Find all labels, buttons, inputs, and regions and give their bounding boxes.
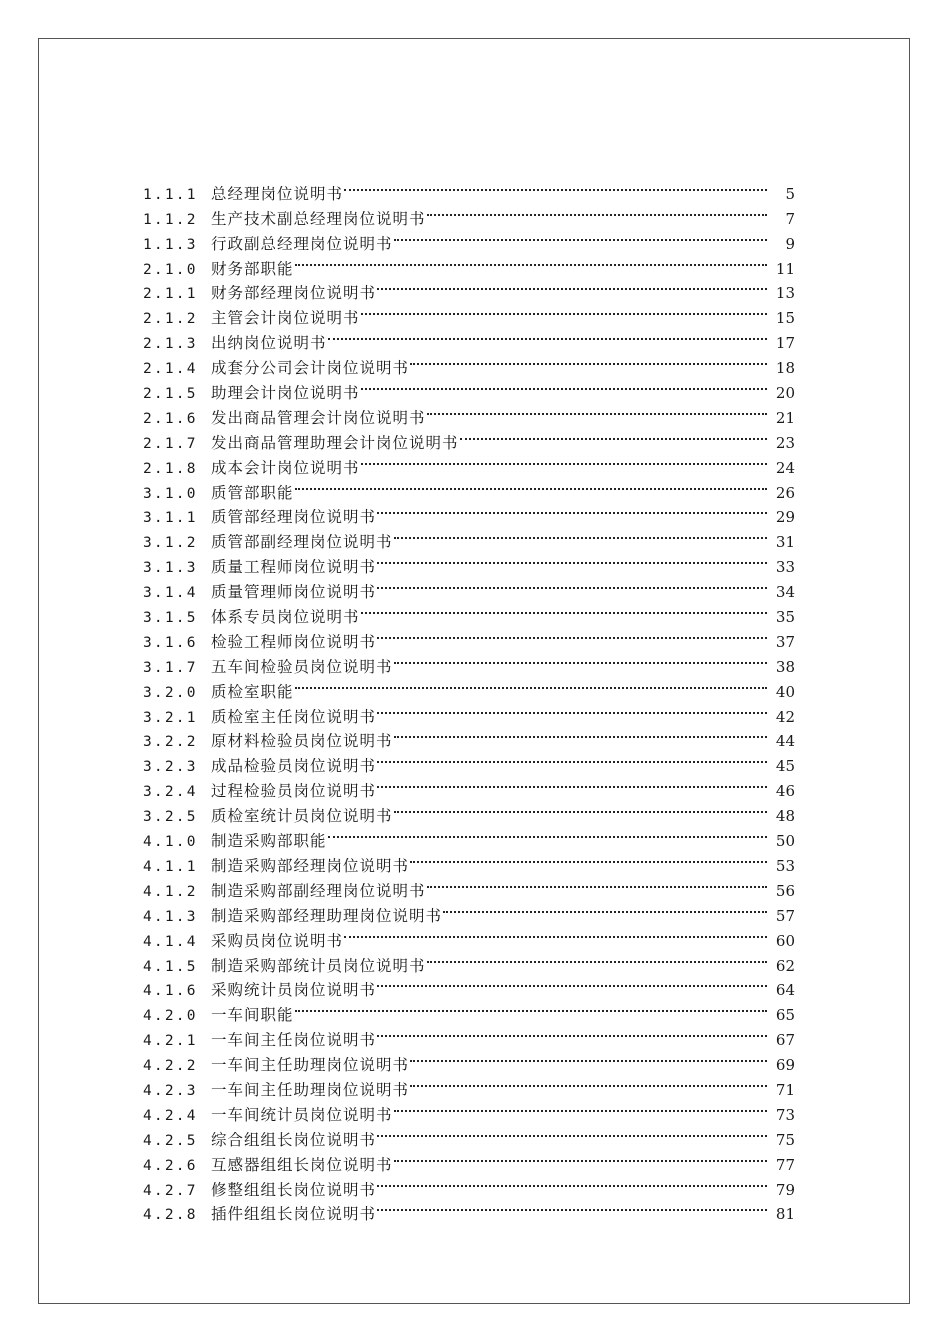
toc-entry-title: 一车间统计员岗位说明书: [211, 1105, 393, 1124]
toc-entry-number: 2.1.4: [143, 361, 198, 378]
toc-entry-title: 质管部副经理岗位说明书: [211, 533, 393, 552]
toc-entry-page-number: 23: [775, 433, 795, 452]
toc-dot-leader: [460, 423, 767, 448]
toc-entry-page-number: 37: [775, 632, 795, 651]
toc-entry-number: 3.1.4: [143, 585, 198, 602]
toc-entry-number: 2.1.6: [143, 410, 198, 427]
toc-entry-number: 3.1.2: [143, 535, 198, 552]
toc-entry-page-number: 79: [775, 1180, 795, 1199]
toc-dot-leader: [427, 946, 767, 971]
toc-entry-page-number: 62: [775, 956, 795, 975]
toc-entry-title: 互感器组组长岗位说明书: [211, 1155, 393, 1174]
toc-entry-title: 体系专员岗位说明书: [211, 608, 360, 627]
toc-entry-number: 2.1.1: [143, 286, 198, 303]
toc-entry-page-number: 65: [775, 1006, 795, 1025]
toc-entry-number: 3.1.1: [143, 510, 198, 527]
toc-entry-page-number: 21: [775, 408, 795, 427]
toc-entry-page-number: 34: [775, 583, 795, 602]
toc-entry-number: 3.2.4: [143, 784, 198, 801]
toc-dot-leader: [394, 522, 767, 547]
toc-entry-page-number: 33: [775, 558, 795, 577]
toc-entry-title: 一车间主任岗位说明书: [211, 1031, 377, 1050]
toc-entry-page-number: 9: [785, 234, 795, 253]
toc-entry-page-number: 7: [785, 209, 795, 228]
toc-dot-leader: [377, 572, 767, 597]
toc-dot-leader: [377, 971, 767, 996]
toc-entry-page-number: 31: [775, 533, 795, 552]
toc-dot-leader: [377, 1195, 767, 1220]
toc-entry-number: 4.1.2: [143, 883, 198, 900]
toc-dot-leader: [394, 224, 767, 249]
toc-entry-page-number: 60: [775, 931, 795, 950]
toc-entry-title: 质检室主任岗位说明书: [211, 707, 377, 726]
toc-entry-title: 成套分公司会计岗位说明书: [211, 359, 410, 378]
toc-entry-title: 检验工程师岗位说明书: [211, 632, 377, 651]
toc-entry-page-number: 15: [775, 309, 795, 328]
toc-dot-leader: [410, 1045, 767, 1070]
toc-entry-page-number: 29: [775, 508, 795, 527]
toc-entry-page-number: 45: [775, 757, 795, 776]
toc-entry-page-number: 13: [775, 284, 795, 303]
toc-entry-title: 财务部职能: [211, 259, 294, 278]
toc-dot-leader: [427, 871, 767, 896]
toc-entry-title: 一车间主任助理岗位说明书: [211, 1056, 410, 1075]
toc-entry-page-number: 17: [775, 334, 795, 353]
toc-entry-page-number: 57: [775, 906, 795, 925]
toc-entry-title: 五车间检验员岗位说明书: [211, 657, 393, 676]
toc-entry-number: 3.1.3: [143, 560, 198, 577]
toc-entry-title: 制造采购部经理助理岗位说明书: [211, 906, 443, 925]
toc-entry-page-number: 77: [775, 1155, 795, 1174]
toc-dot-leader: [295, 249, 767, 274]
toc-entry-number: 4.2.4: [143, 1107, 198, 1124]
toc-dot-leader: [427, 398, 767, 423]
toc-dot-leader: [377, 1170, 767, 1195]
toc-dot-leader: [394, 796, 767, 821]
toc-entry-title: 生产技术副总经理岗位说明书: [211, 209, 426, 228]
toc-entry-number: 4.2.7: [143, 1182, 198, 1199]
toc-entry-page-number: 20: [775, 384, 795, 403]
toc-entry-number: 2.1.8: [143, 460, 198, 477]
toc-entry-number: 2.1.2: [143, 311, 198, 328]
toc-entry-title: 一车间主任助理岗位说明书: [211, 1080, 410, 1099]
toc-entry-title: 总经理岗位说明书: [211, 184, 344, 203]
toc-dot-leader: [295, 473, 767, 498]
table-of-contents: [143, 174, 795, 1224]
toc-entry-number: 1.1.3: [143, 236, 198, 253]
toc-entry-title: 成品检验员岗位说明书: [211, 757, 377, 776]
toc-entry-number: 3.2.3: [143, 759, 198, 776]
toc-dot-leader: [328, 323, 767, 348]
toc-dot-leader: [361, 597, 767, 622]
toc-entry-number: 3.2.5: [143, 809, 198, 826]
toc-entry-number: 2.1.0: [143, 261, 198, 278]
toc-entry-page-number: 81: [775, 1205, 795, 1224]
toc-entry-number: 3.1.5: [143, 610, 198, 627]
toc-entry-page-number: 48: [775, 807, 795, 826]
toc-entry-page-number: 73: [775, 1105, 795, 1124]
toc-entry-number: 2.1.3: [143, 336, 198, 353]
toc-entry-title: 质检室职能: [211, 682, 294, 701]
toc-entry-title: 制造采购部经理岗位说明书: [211, 856, 410, 875]
toc-entry-page-number: 5: [785, 184, 795, 203]
toc-entry-number: 4.2.2: [143, 1058, 198, 1075]
toc-entry-title: 制造采购部统计员岗位说明书: [211, 956, 426, 975]
toc-entry[interactable]: [143, 174, 795, 203]
toc-entry-number: 4.1.4: [143, 933, 198, 950]
toc-dot-leader: [344, 921, 767, 946]
toc-entry-page-number: 50: [775, 832, 795, 851]
toc-entry-page-number: 18: [775, 359, 795, 378]
toc-dot-leader: [361, 448, 767, 473]
toc-entry-number: 4.2.0: [143, 1008, 198, 1025]
toc-entry-title: 修整组组长岗位说明书: [211, 1180, 377, 1199]
toc-entry-title: 主管会计岗位说明书: [211, 309, 360, 328]
toc-entry-number: 4.1.3: [143, 908, 198, 925]
toc-dot-leader: [377, 622, 767, 647]
toc-entry-title: 发出商品管理会计岗位说明书: [211, 408, 426, 427]
toc-entry-page-number: 75: [775, 1130, 795, 1149]
toc-entry-title: 质检室统计员岗位说明书: [211, 807, 393, 826]
toc-entry-title: 采购员岗位说明书: [211, 931, 344, 950]
toc-entry-title: 制造采购部职能: [211, 832, 327, 851]
toc-entry-number: 4.2.8: [143, 1207, 198, 1224]
toc-dot-leader: [377, 498, 767, 523]
toc-entry-number: 4.2.1: [143, 1033, 198, 1050]
toc-entry-number: 3.2.0: [143, 684, 198, 701]
toc-dot-leader: [328, 821, 767, 846]
toc-entry-page-number: 35: [775, 608, 795, 627]
toc-dot-leader: [377, 1120, 767, 1145]
toc-entry-page-number: 67: [775, 1031, 795, 1050]
toc-entry-title: 综合组组长岗位说明书: [211, 1130, 377, 1149]
toc-dot-leader: [361, 373, 767, 398]
toc-dot-leader: [377, 697, 767, 722]
toc-entry-number: 3.1.6: [143, 634, 198, 651]
toc-dot-leader: [295, 672, 767, 697]
toc-entry-title: 插件组组长岗位说明书: [211, 1205, 377, 1224]
toc-entry-title: 过程检验员岗位说明书: [211, 782, 377, 801]
toc-entry-number: 1.1.1: [143, 186, 198, 203]
toc-entry-number: 4.1.0: [143, 834, 198, 851]
toc-entry-page-number: 40: [775, 682, 795, 701]
toc-entry-title: 质管部经理岗位说明书: [211, 508, 377, 527]
toc-entry-number: 2.1.5: [143, 386, 198, 403]
toc-entry-title: 原材料检验员岗位说明书: [211, 732, 393, 751]
toc-entry-title: 制造采购部副经理岗位说明书: [211, 881, 426, 900]
toc-dot-leader: [377, 547, 767, 572]
toc-entry-title: 行政副总经理岗位说明书: [211, 234, 393, 253]
toc-entry-number: 3.1.0: [143, 485, 198, 502]
toc-dot-leader: [377, 771, 767, 796]
toc-entry-page-number: 38: [775, 657, 795, 676]
toc-dot-leader: [361, 298, 767, 323]
toc-entry-page-number: 42: [775, 707, 795, 726]
toc-dot-leader: [410, 1070, 767, 1095]
toc-entry-page-number: 11: [775, 259, 795, 278]
toc-dot-leader: [377, 746, 767, 771]
toc-entry-page-number: 26: [775, 483, 795, 502]
toc-entry-number: 4.2.5: [143, 1132, 198, 1149]
toc-entry-number: 3.2.2: [143, 734, 198, 751]
toc-dot-leader: [344, 174, 767, 199]
toc-entry-number: 3.2.1: [143, 709, 198, 726]
toc-entry-number: 3.1.7: [143, 659, 198, 676]
toc-dot-leader: [394, 722, 767, 747]
toc-dot-leader: [410, 348, 767, 373]
toc-entry-page-number: 46: [775, 782, 795, 801]
toc-entry-number: 4.1.5: [143, 958, 198, 975]
toc-entry-number: 4.1.6: [143, 983, 198, 1000]
toc-entry-title: 助理会计岗位说明书: [211, 384, 360, 403]
toc-entry-number: 4.2.3: [143, 1082, 198, 1099]
toc-dot-leader: [410, 846, 767, 871]
toc-entry-title: 财务部经理岗位说明书: [211, 284, 377, 303]
toc-entry-title: 出纳岗位说明书: [211, 334, 327, 353]
toc-entry-number: 4.2.6: [143, 1157, 198, 1174]
toc-dot-leader: [443, 896, 767, 921]
toc-entry-number: 2.1.7: [143, 435, 198, 452]
toc-entry-title: 发出商品管理助理会计岗位说明书: [211, 433, 459, 452]
toc-entry-title: 质量工程师岗位说明书: [211, 558, 377, 577]
toc-entry-number: 4.1.1: [143, 858, 198, 875]
toc-entry-number: 1.1.2: [143, 211, 198, 228]
toc-entry-title: 质量管理师岗位说明书: [211, 583, 377, 602]
toc-entry-page-number: 71: [775, 1080, 795, 1099]
toc-dot-leader: [394, 1095, 767, 1120]
toc-dot-leader: [377, 1020, 767, 1045]
toc-entry-title: 一车间职能: [211, 1006, 294, 1025]
toc-entry-page-number: 56: [775, 881, 795, 900]
toc-entry-page-number: 64: [775, 981, 795, 1000]
toc-dot-leader: [377, 274, 767, 299]
toc-entry-title: 采购统计员岗位说明书: [211, 981, 377, 1000]
toc-entry-page-number: 24: [775, 458, 795, 477]
toc-entry-page-number: 69: [775, 1056, 795, 1075]
toc-entry-page-number: 44: [775, 732, 795, 751]
toc-dot-leader: [427, 199, 767, 224]
toc-entry-page-number: 53: [775, 856, 795, 875]
toc-dot-leader: [394, 1145, 767, 1170]
toc-entry-title: 质管部职能: [211, 483, 294, 502]
toc-dot-leader: [295, 995, 767, 1020]
toc-dot-leader: [394, 647, 767, 672]
toc-entry-title: 成本会计岗位说明书: [211, 458, 360, 477]
